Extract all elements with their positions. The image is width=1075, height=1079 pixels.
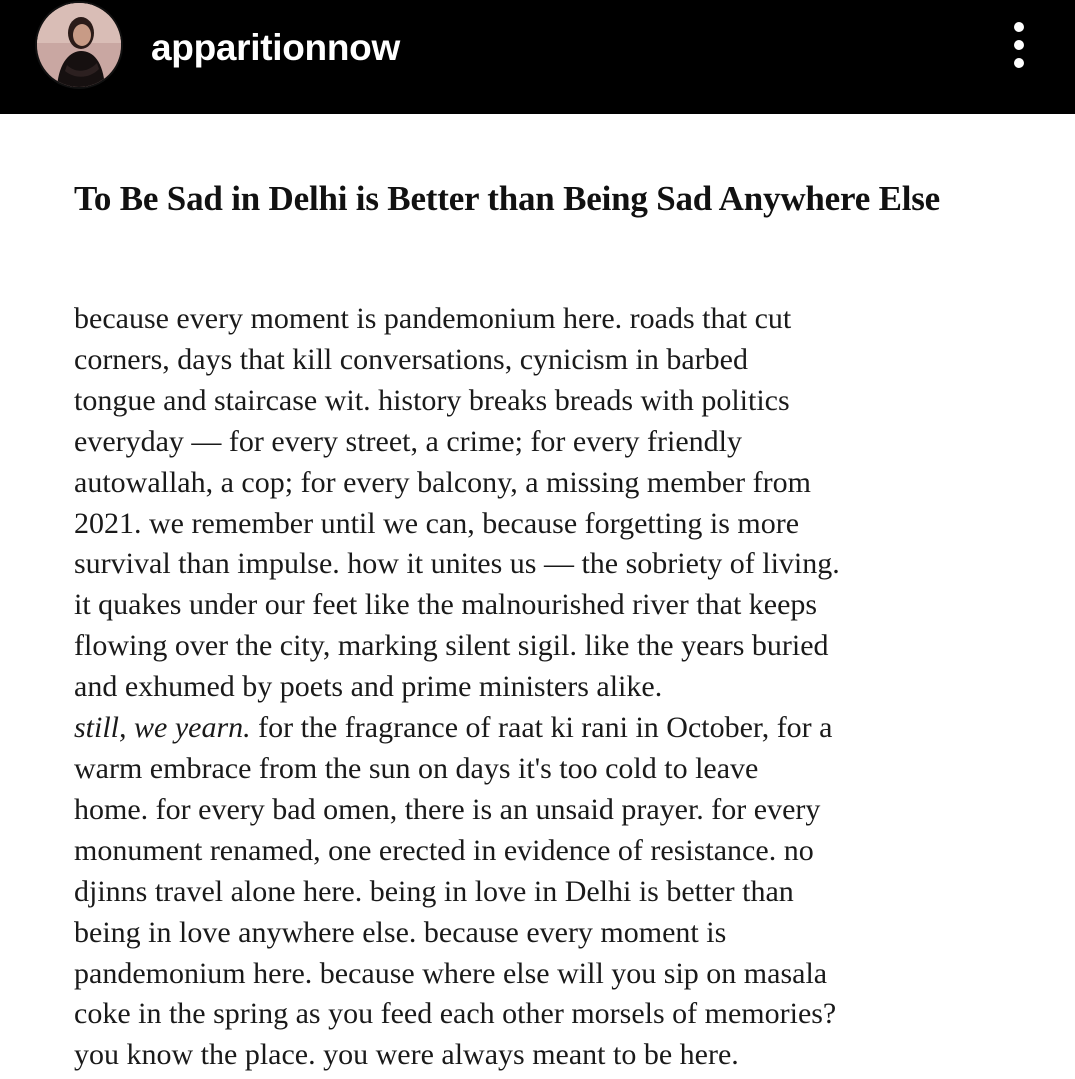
poem-line: everyday — for every street, a crime; for every friendly	[74, 424, 743, 458]
profile-photo-icon	[37, 3, 121, 87]
poem-line: autowallah, a cop; for every balcony, a missing member from	[74, 465, 811, 499]
poem-line: because every moment is pandemonium here. roads that cut	[74, 302, 792, 335]
poem-line: coke in the spring as you feed each other morsels of memories?	[74, 997, 837, 1031]
poem-line-rest: for the fragrance of raat ki rani in October, for a	[250, 711, 833, 745]
more-options-icon[interactable]	[1003, 18, 1035, 72]
poem-title: To Be Sad in Delhi is Better than Being Sad Anywhere Else	[74, 179, 941, 218]
poem-line: tongue and staircase wit. history breaks breads with politics	[74, 383, 790, 417]
poem-line: 2021. we remember until we can, because forgetting is more	[74, 506, 800, 540]
more-dot	[1014, 40, 1024, 50]
poem-line: you know the place. you were always meant to be here.	[74, 1038, 739, 1072]
poem-line: djinns travel alone here. being in love in Delhi is better than	[74, 874, 794, 908]
username[interactable]: apparitionnow	[151, 27, 400, 68]
poem-body	[74, 299, 1064, 1076]
poem-line: it quakes under our feet like the malnourished river that keeps	[74, 588, 818, 622]
poem-line: flowing over the city, marking silent sigil. like the years buried	[74, 629, 829, 663]
poem-line	[74, 708, 1064, 749]
poem-line: home. for every bad omen, there is an unsaid prayer. for every	[74, 792, 821, 826]
more-dot	[1014, 22, 1024, 32]
poem-line: being in love anywhere else. because every moment is	[74, 915, 727, 949]
more-dot	[1014, 58, 1024, 68]
poem-line: corners, days that kill conversations, cynicism in barbed	[74, 342, 748, 376]
poem-line: survival than impulse. how it unites us — the sobriety of living.	[74, 547, 840, 581]
poem-line: warm embrace from the sun on days it's too cold to leave	[74, 751, 759, 785]
poem-line: pandemonium here. because where else will you sip on masala	[74, 956, 828, 990]
italic-lead: still, we yearn.	[74, 711, 251, 745]
poem-line: monument renamed, one erected in evidence of resistance. no	[74, 833, 814, 867]
poem-line: and exhumed by poets and prime ministers alike.	[74, 670, 663, 704]
avatar[interactable]	[37, 3, 121, 87]
profile-header	[0, 0, 1075, 114]
